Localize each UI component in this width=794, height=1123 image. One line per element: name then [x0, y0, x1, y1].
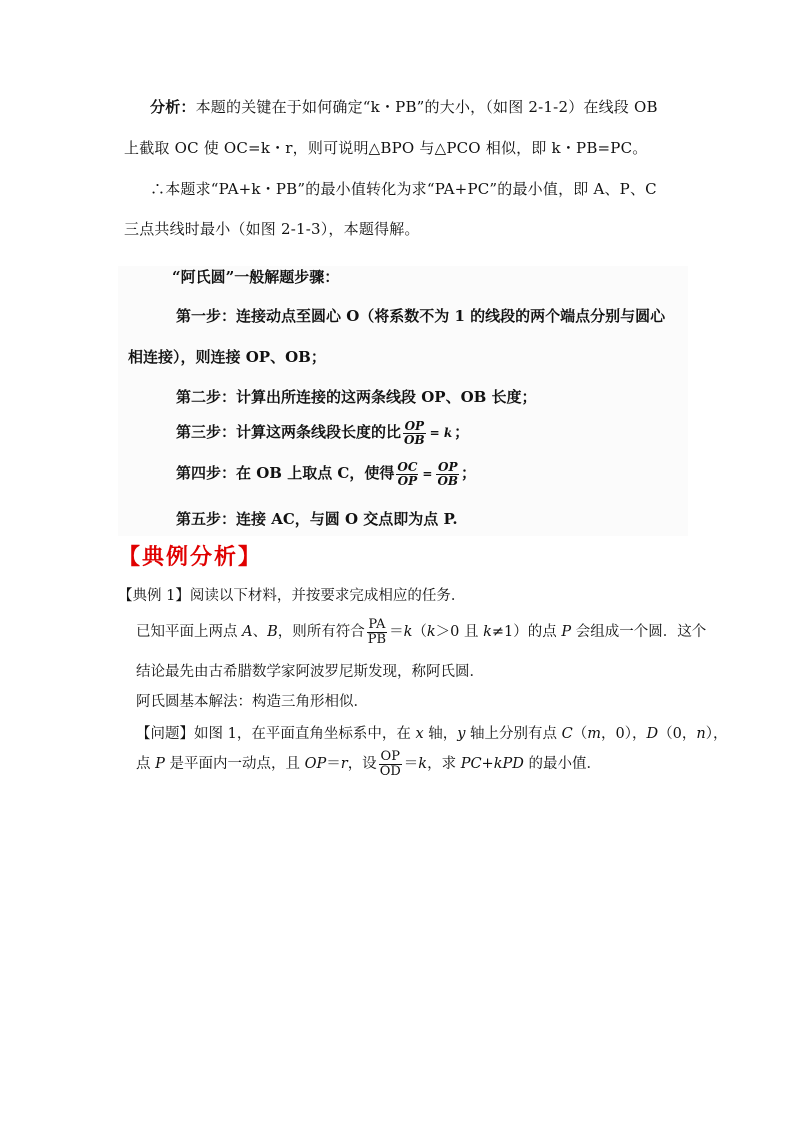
example-question-line-1: [136, 722, 727, 743]
p1-k2: k: [426, 624, 436, 641]
p1-denominator: PB: [367, 631, 387, 647]
q-text-b: 轴，: [423, 726, 458, 742]
example-paragraph-3: 阿氏圆基本解法：构造三角形相似．: [136, 694, 368, 710]
step-3: [176, 420, 469, 446]
step-4-end: ；: [461, 464, 477, 483]
q-m: m: [587, 726, 602, 742]
p1-text-a: 已知平面上两点: [136, 624, 243, 641]
example-question-line-2: [136, 750, 601, 778]
example-intro: 阅读以下材料，并按要求完成相应的任务．: [189, 588, 466, 604]
q2-text-g: 的最小值．: [523, 756, 601, 773]
step-3-text: 第三步：计算这两条线段长度的比: [176, 423, 402, 442]
step-4-fraction-2: [436, 461, 459, 487]
q2-op: OP: [304, 756, 327, 773]
q2-denominator: OD: [379, 763, 401, 779]
q-text-f: （0，: [658, 726, 697, 742]
example-tag: 【典例 1】: [118, 588, 190, 604]
q2-k: k: [418, 756, 428, 773]
step-4-fraction-1: [396, 461, 418, 487]
p1-text-g: 会组成一个圆．这个: [571, 624, 707, 641]
q-x: x: [415, 726, 424, 742]
q-point-d: D: [646, 726, 659, 742]
p1-point-b: B: [267, 624, 278, 641]
step-4-denominator-1: OP: [397, 473, 418, 488]
step-3-equals: = k: [429, 426, 453, 441]
analysis-line-2: 上截取 OC 使 OC=k・r，则可说明△BPO 与△PCO 相似，即 k・PB=PC。: [124, 139, 648, 157]
step-5: 第五步：连接 AC，与圆 O 交点即为点 P.: [176, 510, 458, 528]
step-1-line-2: 相连接），则连接 OP、OB；: [128, 348, 326, 366]
q-text-g: ），: [705, 726, 728, 742]
q2-fraction: [379, 750, 402, 778]
q2-equals-2: ＝: [403, 756, 419, 773]
analysis-text-1: 本题的关键在于如何确定“k・PB”的大小，（如图 2-1-2）在线段 OB: [195, 98, 658, 116]
section-heading: 【典例分析】: [118, 544, 263, 570]
q2-point-p: P: [155, 756, 165, 773]
p1-point-p: P: [561, 624, 572, 641]
step-4-numerator-2: OP: [438, 460, 458, 474]
q-y: y: [457, 726, 466, 742]
step-2: 第二步：计算出所连接的这两条线段 OP、OB 长度；: [176, 388, 537, 406]
p1-equals: ＝: [389, 624, 404, 641]
q2-numerator: OP: [380, 749, 400, 764]
q2-text-a: 点: [136, 756, 156, 773]
q2-text-b: 是平面内一动点，且: [164, 756, 305, 773]
q-point-c: C: [561, 726, 573, 742]
step-4-denominator-2: OB: [437, 473, 459, 488]
analysis-line-3: ∴本题求“PA+k・PB”的最小值转化为求“PA+PC”的最小值，即 A、P、C: [150, 180, 657, 198]
analysis-line-4: 三点共线时最小（如图 2-1-3），本题得解。: [124, 220, 420, 238]
step-4-equals: =: [422, 467, 433, 482]
step-4: [176, 461, 476, 487]
p1-point-a: A: [242, 624, 253, 641]
q2-equals: ＝: [326, 756, 341, 773]
q-text-a: 如图 1，在平面直角坐标系中，在: [194, 726, 416, 742]
step-3-fraction: [403, 420, 426, 446]
q2-text-d: ，设: [347, 756, 377, 773]
step-1-line-1: 第一步：连接动点至圆心 O（将系数不为 1 的线段的两个端点分别与圆心: [176, 307, 666, 325]
p1-k3: k: [483, 624, 492, 641]
q-text-d: （: [572, 726, 588, 742]
analysis-line-1: [150, 96, 658, 117]
question-tag: 【问题】: [136, 726, 194, 742]
q2-text-f: ，求: [427, 756, 461, 773]
example-intro-line: [118, 584, 465, 605]
q-text-c: 轴上分别有点: [465, 726, 562, 742]
steps-title: “阿氏圆”一般解题步骤：: [172, 268, 340, 286]
step-3-numerator: OP: [404, 419, 425, 433]
analysis-label: 分析：: [150, 98, 196, 116]
step-3-denominator: OB: [404, 432, 425, 447]
q2-expression: PC+kPD: [460, 756, 524, 773]
step-4-text: 第四步：在 OB 上取点 C，使得: [176, 464, 395, 483]
p1-k: k: [403, 624, 413, 641]
step-4-numerator-1: OC: [397, 460, 418, 474]
p1-numerator: PA: [368, 617, 386, 632]
example-paragraph-1: [136, 618, 706, 646]
q-text-e: ，0），: [601, 726, 647, 742]
p1-text-b: ，则所有符合: [277, 624, 365, 641]
q-n: n: [696, 726, 706, 742]
p1-paren: （: [412, 624, 427, 641]
p1-cond-2: ≠1）的点: [491, 624, 562, 641]
step-3-end: ；: [454, 423, 470, 442]
example-paragraph-2: 结论最先由古希腊数学家阿波罗尼斯发现，称阿氏圆．: [136, 664, 484, 680]
q2-r: r: [340, 756, 348, 773]
p1-fraction: [367, 618, 387, 646]
p1-sep: 、: [252, 624, 268, 641]
p1-cond: ＞0 且: [435, 624, 484, 641]
